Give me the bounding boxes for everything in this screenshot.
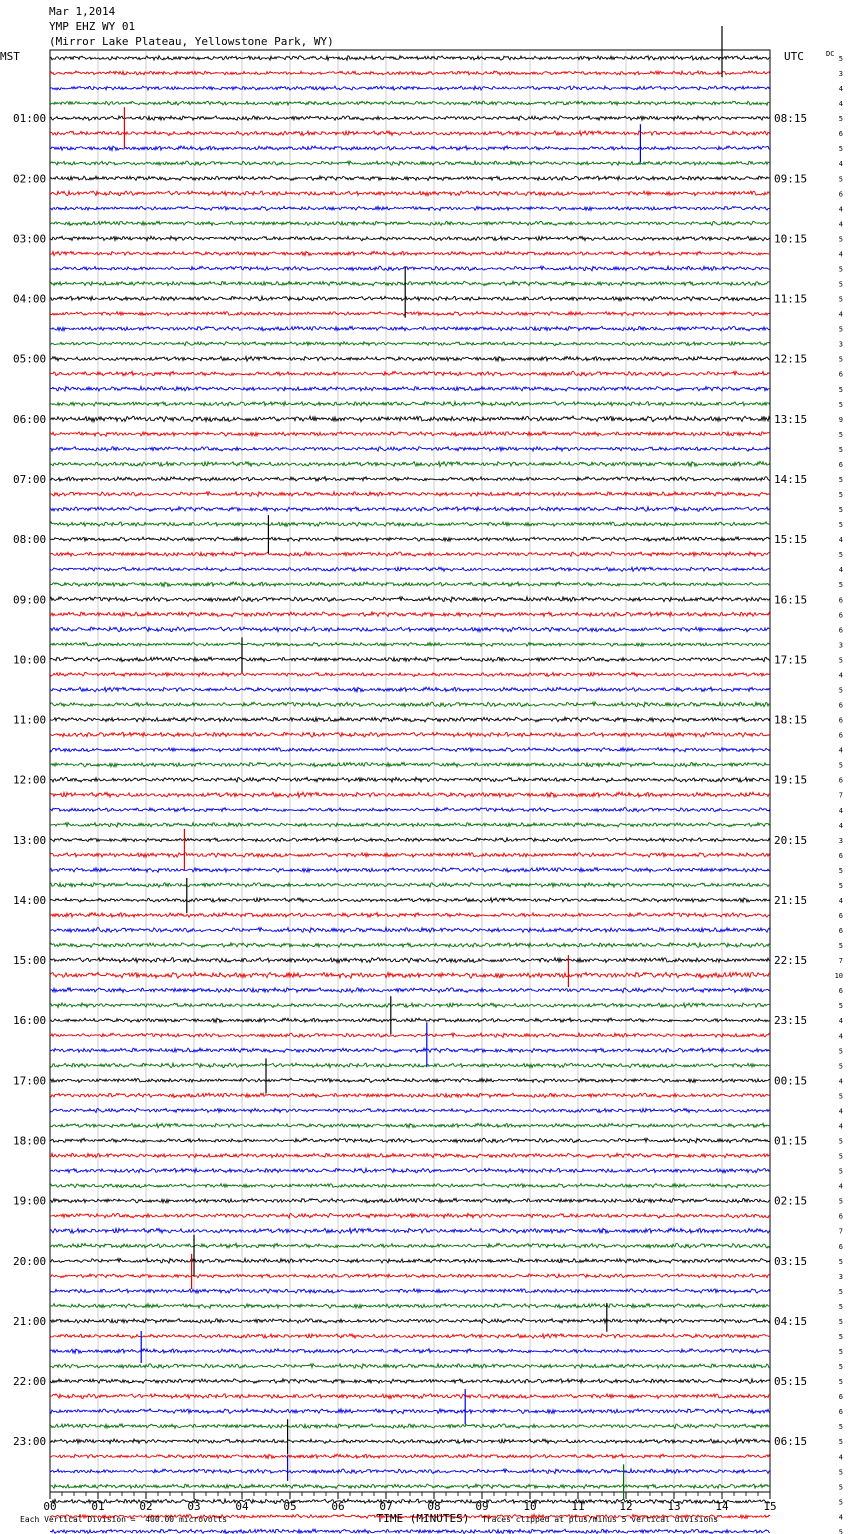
- footer-clip-note: Traces clipped at plus/minus 5 vertical divisions: [482, 1515, 719, 1524]
- mst-hour-label: 13:00: [13, 833, 47, 847]
- utc-hour-label: 17:15: [774, 653, 808, 667]
- utc-hour-label: 08:15: [774, 112, 808, 126]
- dc-offset-value: 5: [838, 280, 843, 289]
- dc-offset-value: 5: [838, 1483, 843, 1492]
- dc-offset-value: 3: [838, 836, 843, 845]
- trace-row: [50, 972, 770, 978]
- trace-row: [50, 416, 770, 422]
- dc-offset-value: 4: [838, 896, 843, 905]
- x-tick-label: 04: [235, 1500, 249, 1513]
- mst-hour-label: 08:00: [13, 533, 47, 547]
- utc-hour-label: 14:15: [774, 472, 808, 486]
- dc-offset-value: 4: [838, 1122, 843, 1131]
- mst-hour-label: 23:00: [13, 1435, 47, 1449]
- trace-row: [50, 777, 770, 782]
- utc-hour-label: 13:15: [774, 412, 808, 426]
- trace-row: [50, 116, 770, 121]
- dc-offset-value: 6: [838, 1212, 843, 1221]
- dc-offset-value: 4: [838, 1107, 843, 1116]
- dc-offset-value: 3: [838, 641, 843, 650]
- trace-row: [50, 191, 770, 196]
- dc-label: DC: [826, 50, 835, 58]
- trace-row: [50, 1394, 770, 1399]
- trace-row: [50, 507, 770, 512]
- trace-row: [50, 1469, 770, 1474]
- trace-row: [50, 943, 770, 948]
- mst-hour-label: 06:00: [13, 412, 47, 426]
- mst-hour-label: 20:00: [13, 1254, 47, 1268]
- dc-offset-value: 5: [838, 1438, 843, 1447]
- trace-row: [50, 762, 770, 767]
- dc-offset-value: 5: [838, 1137, 843, 1146]
- trace-row: [50, 101, 770, 105]
- mst-hour-label: 05:00: [13, 352, 47, 366]
- trace-row: [50, 402, 770, 407]
- trace-row: [50, 492, 770, 497]
- x-tick-label: 10: [523, 1500, 537, 1513]
- trace-row: [50, 567, 770, 571]
- dc-offset-value: 4: [838, 1032, 843, 1041]
- dc-offset-value: 5: [838, 1002, 843, 1011]
- mst-hour-label: 04:00: [13, 292, 47, 306]
- right-axis-label: UTC: [784, 50, 804, 63]
- dc-offset-value: 4: [838, 566, 843, 575]
- dc-offset-value: 5: [838, 1378, 843, 1387]
- mst-hour-label: 03:00: [13, 232, 47, 246]
- trace-row: [50, 432, 770, 437]
- dc-offset-value: 5: [838, 1363, 843, 1372]
- dc-offset-value: 9: [838, 415, 843, 424]
- trace-row: [50, 643, 770, 647]
- trace-row: [50, 1334, 770, 1339]
- trace-row: [50, 823, 770, 827]
- dc-offset-value: 5: [838, 1167, 843, 1176]
- dc-offset-value: 5: [838, 761, 843, 770]
- trace-row: [50, 342, 770, 346]
- dc-offset-value: 4: [838, 1453, 843, 1462]
- dc-offset-value: 6: [838, 611, 843, 620]
- utc-hour-label: 15:15: [774, 533, 808, 547]
- x-tick-label: 13: [667, 1500, 681, 1513]
- x-tick-label: 01: [91, 1500, 105, 1513]
- trace-row: [50, 657, 770, 662]
- trace-row: [50, 868, 770, 873]
- trace-row: [50, 56, 770, 60]
- mst-hour-label: 19:00: [13, 1194, 47, 1208]
- mst-hour-label: 12:00: [13, 773, 47, 787]
- mst-hour-label: 09:00: [13, 593, 47, 607]
- dc-offset-value: 5: [838, 1468, 843, 1477]
- trace-row: [50, 296, 770, 301]
- x-tick-label: 00: [43, 1500, 57, 1513]
- dc-offset-value: 4: [838, 746, 843, 755]
- dc-offset-value: 4: [838, 160, 843, 169]
- trace-row: [50, 883, 770, 887]
- dc-offset-value: 4: [838, 310, 843, 319]
- trace-row: [50, 958, 770, 963]
- trace-row: [50, 1439, 770, 1444]
- mst-hour-label: 01:00: [13, 112, 47, 126]
- trace-row: [50, 1243, 770, 1248]
- x-tick-label: 02: [139, 1500, 153, 1513]
- dc-offset-value: 5: [838, 1332, 843, 1341]
- dc-offset-value: 5: [838, 145, 843, 154]
- utc-hour-label: 21:15: [774, 893, 808, 907]
- utc-hour-label: 23:15: [774, 1014, 808, 1028]
- dc-offset-value: 6: [838, 987, 843, 996]
- trace-row: [50, 1379, 770, 1384]
- x-tick-label: 09: [475, 1500, 489, 1513]
- dc-offset-value: 5: [838, 175, 843, 184]
- trace-row: [50, 552, 770, 556]
- dc-offset-value: 5: [838, 265, 843, 274]
- trace-row: [50, 1213, 770, 1218]
- trace-row: [50, 612, 770, 617]
- dc-offset-value: 3: [838, 340, 843, 349]
- dc-offset-value: 4: [838, 205, 843, 214]
- trace-row: [50, 1409, 770, 1414]
- trace-row: [50, 236, 770, 241]
- footer-scale-note: Each Vertical Division = 400.00 microvolts: [20, 1515, 228, 1524]
- trace-row: [50, 221, 770, 225]
- dc-offset-value: 4: [838, 250, 843, 259]
- trace-row: [50, 853, 770, 858]
- dc-offset-value: 4: [838, 1017, 843, 1026]
- trace-row: [50, 687, 770, 692]
- trace-row: [50, 1168, 770, 1173]
- trace-row: [50, 371, 770, 376]
- dc-offset-value: 5: [838, 581, 843, 590]
- mst-hour-label: 16:00: [13, 1014, 47, 1028]
- dc-offset-value: 5: [838, 506, 843, 515]
- dc-offset-value: 5: [838, 491, 843, 500]
- trace-row: [50, 1018, 770, 1022]
- dc-offset-value: 5: [838, 551, 843, 560]
- dc-offset-value: 7: [838, 791, 843, 800]
- trace-row: [50, 387, 770, 392]
- dc-offset-value: 6: [838, 1408, 843, 1417]
- trace-row: [50, 1033, 770, 1037]
- dc-offset-value: 6: [838, 731, 843, 740]
- dc-offset-value: 5: [838, 295, 843, 304]
- trace-row: [50, 1093, 770, 1098]
- utc-hour-label: 06:15: [774, 1435, 808, 1449]
- x-axis-label: TIME (MINUTES): [376, 1512, 470, 1525]
- utc-hour-label: 19:15: [774, 773, 808, 787]
- trace-row: [50, 146, 770, 151]
- mst-hour-label: 10:00: [13, 653, 47, 667]
- dc-offset-value: 6: [838, 911, 843, 920]
- x-tick-label: 06: [331, 1500, 345, 1513]
- dc-offset-value: 6: [838, 776, 843, 785]
- dc-offset-value: 4: [838, 1077, 843, 1086]
- x-tick-label: 11: [571, 1500, 585, 1513]
- dc-offset-value: 5: [838, 1498, 843, 1507]
- trace-row: [50, 131, 770, 136]
- dc-offset-value: 5: [838, 1348, 843, 1357]
- x-tick-label: 15: [763, 1500, 777, 1513]
- seismic-traces: [50, 56, 770, 1534]
- dc-offset-value: 6: [838, 701, 843, 710]
- station-location: (Mirror Lake Plateau, Yellowstone Park, WY): [49, 35, 334, 48]
- dc-offset-value: 5: [838, 1423, 843, 1432]
- mst-hour-label: 14:00: [13, 893, 47, 907]
- trace-row: [50, 627, 770, 632]
- utc-hour-label: 12:15: [774, 352, 808, 366]
- dc-offset-value: 7: [838, 1227, 843, 1236]
- trace-row: [50, 1349, 770, 1354]
- dc-offset-value: 6: [838, 596, 843, 605]
- dc-offset-value: 5: [838, 866, 843, 875]
- mst-hour-label: 22:00: [13, 1375, 47, 1389]
- dc-offset-value: 4: [838, 100, 843, 109]
- trace-row: [50, 1138, 770, 1143]
- utc-hour-label: 09:15: [774, 172, 808, 186]
- trace-row: [50, 462, 770, 467]
- dc-offset-value: 7: [838, 957, 843, 966]
- trace-row: [50, 161, 770, 165]
- trace-row: [50, 1063, 770, 1068]
- utc-hour-label: 05:15: [774, 1375, 808, 1389]
- trace-row: [50, 748, 770, 752]
- trace-row: [50, 266, 770, 271]
- trace-row: [50, 522, 770, 526]
- utc-hour-label: 10:15: [774, 232, 808, 246]
- utc-hour-label: 22:15: [774, 954, 808, 968]
- dc-offset-value: 5: [838, 1152, 843, 1161]
- trace-row: [50, 672, 770, 676]
- dc-offset-value: 5: [838, 55, 843, 63]
- trace-row: [50, 86, 770, 90]
- trace-row: [50, 1078, 770, 1082]
- utc-hour-label: 04:15: [774, 1314, 808, 1328]
- dc-offset-value: 6: [838, 626, 843, 635]
- trace-row: [50, 326, 770, 331]
- trace-row: [50, 838, 770, 842]
- trace-row: [50, 913, 770, 918]
- x-tick-label: 08: [427, 1500, 441, 1513]
- trace-row: [50, 1499, 770, 1504]
- dc-offset-value: 4: [838, 220, 843, 229]
- dc-offset-value: 5: [838, 400, 843, 409]
- dc-offset-value: 5: [838, 686, 843, 695]
- dc-offset-value: 6: [838, 1393, 843, 1402]
- dc-offset-value: 5: [838, 475, 843, 484]
- dc-offset-value: 6: [838, 927, 843, 936]
- x-tick-label: 07: [379, 1500, 393, 1513]
- mst-hour-label: 15:00: [13, 954, 47, 968]
- mst-hour-label: 21:00: [13, 1314, 47, 1328]
- trace-row: [50, 597, 770, 602]
- trace-row: [50, 1424, 770, 1429]
- dc-offset-value: 5: [838, 881, 843, 890]
- trace-row: [50, 1228, 770, 1233]
- x-axis-ticks: [43, 1492, 776, 1513]
- trace-row: [50, 808, 770, 812]
- dc-offset-value: 10: [834, 972, 843, 981]
- trace-row: [50, 702, 770, 707]
- utc-hour-label: 16:15: [774, 593, 808, 607]
- dc-offset-value: 6: [838, 716, 843, 725]
- trace-row: [50, 356, 770, 361]
- utc-hour-label: 02:15: [774, 1194, 808, 1208]
- mst-hour-label: 07:00: [13, 472, 47, 486]
- trace-row: [50, 1364, 770, 1369]
- dc-offset-value: 5: [838, 430, 843, 439]
- mst-hour-label: 11:00: [13, 713, 47, 727]
- trace-row: [50, 1184, 770, 1188]
- mst-hour-label: 17:00: [13, 1074, 47, 1088]
- x-tick-label: 03: [187, 1500, 201, 1513]
- dc-offset-value: 5: [838, 1257, 843, 1266]
- station-code: YMP EHZ WY 01: [49, 20, 136, 33]
- dc-offset-value: 5: [838, 942, 843, 951]
- dc-offset-value: 4: [838, 1182, 843, 1191]
- dc-offset-value: 5: [838, 445, 843, 454]
- trace-row: [50, 1454, 770, 1458]
- trace-row: [50, 1304, 770, 1309]
- dc-offset-value: 5: [838, 521, 843, 530]
- dc-offset-value: 5: [838, 115, 843, 124]
- trace-row: [50, 1123, 770, 1127]
- trace-row: [50, 281, 770, 286]
- utc-hour-label: 20:15: [774, 833, 808, 847]
- dc-offset-value: 5: [838, 1317, 843, 1326]
- dc-offset-value: 4: [838, 1513, 843, 1522]
- trace-row: [50, 988, 770, 993]
- mst-hour-label: 18:00: [13, 1134, 47, 1148]
- trace-row: [50, 898, 770, 902]
- trace-row: [50, 206, 770, 210]
- dc-offset-value: 6: [838, 370, 843, 379]
- dc-offset-value: 5: [838, 1062, 843, 1071]
- dc-offset-value: 6: [838, 1242, 843, 1251]
- utc-hour-label: 18:15: [774, 713, 808, 727]
- dc-offset-value: 5: [838, 355, 843, 364]
- trace-row: [50, 176, 770, 181]
- trace-row: [50, 447, 770, 452]
- trace-row: [50, 1484, 770, 1489]
- utc-hour-label: 11:15: [774, 292, 808, 306]
- trace-row: [50, 1259, 770, 1264]
- left-axis-label: MST: [0, 50, 20, 63]
- dc-offset-value: 5: [838, 1047, 843, 1056]
- trace-row: [50, 537, 770, 541]
- x-tick-label: 05: [283, 1500, 297, 1513]
- dc-offset-value: 3: [838, 1272, 843, 1281]
- dc-offset-value: 4: [838, 806, 843, 815]
- dc-offset-value: 5: [838, 385, 843, 394]
- dc-offset-value: 5: [838, 235, 843, 244]
- trace-row: [50, 1153, 770, 1158]
- trace-row: [50, 732, 770, 737]
- trace-row: [50, 477, 770, 481]
- dc-offset-value: 4: [838, 821, 843, 830]
- trace-row: [50, 1003, 770, 1008]
- dc-offset-value: 4: [838, 85, 843, 94]
- trace-row: [50, 312, 770, 316]
- dc-offset-value: 5: [838, 1302, 843, 1311]
- trace-row: [50, 717, 770, 722]
- x-tick-label: 14: [715, 1500, 729, 1513]
- trace-row: [50, 582, 770, 587]
- dc-offset-value: 5: [838, 325, 843, 334]
- trace-row: [50, 1108, 770, 1112]
- dc-offset-value: 4: [838, 536, 843, 545]
- dc-offset-value: 5: [838, 1092, 843, 1101]
- mst-hour-label: 02:00: [13, 172, 47, 186]
- dc-offset-value: 5: [838, 656, 843, 665]
- dc-offset-value: 4: [838, 671, 843, 680]
- trace-row: [50, 792, 770, 797]
- dc-offset-value: 6: [838, 851, 843, 860]
- dc-offset-value: 3: [838, 70, 843, 79]
- trace-row: [50, 1048, 770, 1052]
- trace-row: [50, 1529, 770, 1534]
- trace-row: [50, 928, 770, 933]
- utc-hour-label: 01:15: [774, 1134, 808, 1148]
- trace-row: [50, 71, 770, 75]
- seismogram-date: Mar 1,2014: [49, 5, 116, 18]
- dc-offset-value: 5: [838, 1287, 843, 1296]
- trace-row: [50, 1274, 770, 1278]
- event-spikes: [124, 26, 722, 1500]
- x-tick-label: 12: [619, 1500, 633, 1513]
- dc-offset-value: 6: [838, 190, 843, 199]
- dc-offset-value: 5: [838, 1528, 843, 1534]
- dc-offset-value: 5: [838, 1197, 843, 1206]
- utc-hour-label: 03:15: [774, 1254, 808, 1268]
- trace-row: [50, 1289, 770, 1293]
- dc-offset-value: 6: [838, 130, 843, 139]
- dc-offset-value: 6: [838, 460, 843, 469]
- utc-hour-label: 00:15: [774, 1074, 808, 1088]
- trace-row: [50, 1319, 770, 1323]
- trace-row: [50, 251, 770, 255]
- trace-row: [50, 1198, 770, 1203]
